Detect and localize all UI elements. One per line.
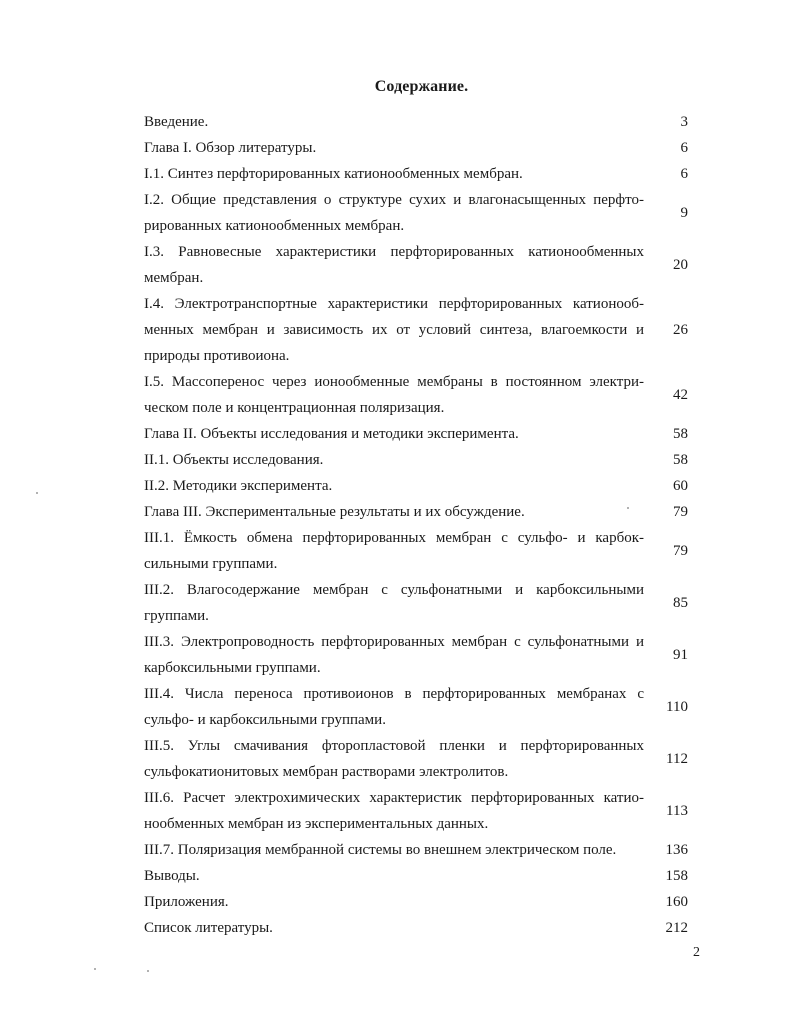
toc-entry-page: 136 [665,842,688,858]
toc-entry-title: Приложения. [144,894,229,910]
toc-entry-page: 6 [680,140,688,156]
toc-entry-title: II.2. Методики эксперимента. [144,478,333,494]
toc-entry [144,421,688,447]
toc-entry-page: 110 [666,699,688,715]
toc-entry-title: Введение. [144,114,209,130]
toc-entry-page: 158 [665,868,688,884]
toc-entry-title: I.2. Общие представления о структуре сухих и влагонасыщенных перфто-рированных катионообменных мембран. [144,192,644,234]
toc-entry [144,447,688,473]
toc-entry-page: 3 [680,114,688,130]
toc-entry [144,135,688,161]
page-number: 2 [693,945,700,960]
toc-entry-title: I.1. Синтез перфторированных катионообменных мембран. [144,166,523,182]
toc-entry-title: III.4. Числа переноса противоионов в перфторированных мембранах с сульфо- и карбоксильными группами. [144,686,644,728]
table-of-contents [144,109,688,941]
toc-entry [144,525,688,577]
toc-entry-title: III.6. Расчет электрохимических характеристик перфторированных катио-нообменных мембран из экспериментальных данных. [144,790,644,832]
toc-entry-title: III.5. Углы смачивания фторопластовой пленки и перфторированных сульфокатионитовых мембран растворами электролитов. [144,738,644,780]
toc-entry-page: 20 [673,257,688,273]
toc-entry-title: III.3. Электропроводность перфторированных мембран с сульфонатными и карбоксильными группами. [144,634,644,676]
toc-entry [144,915,688,941]
toc-entry-title: Глава II. Объекты исследования и методики эксперимента. [144,426,519,442]
toc-entry-page: 160 [665,894,688,910]
toc-entry [144,577,688,629]
toc-entry-title: Список литературы. [144,920,273,936]
toc-entry [144,473,688,499]
toc-entry-title: II.1. Объекты исследования. [144,452,324,468]
toc-entry-page: 26 [673,322,688,338]
toc-entry-title: Глава III. Экспериментальные результаты и их обсуждение. [144,504,525,520]
toc-entry-page: 6 [680,166,688,182]
toc-entry [144,161,688,187]
toc-entry-page: 58 [673,426,688,442]
toc-entry [144,369,688,421]
toc-entry-page: 79 [673,543,688,559]
toc-entry-page: 112 [666,751,688,767]
toc-entry [144,239,688,291]
toc-entry [144,889,688,915]
toc-entry-title: III.1. Ёмкость обмена перфторированных мембран с сульфо- и карбок-сильными группами. [144,530,644,572]
scan-speck [147,970,149,972]
toc-entry [144,681,688,733]
toc-entry [144,785,688,837]
toc-entry-title: I.4. Электротранспортные характеристики перфторированных катионооб-менных мембран и зависимость их от условий синтеза, влагоемкости и природы противоиона. [144,296,644,364]
toc-entry [144,863,688,889]
toc-entry-title: I.3. Равновесные характеристики перфторированных катионообменных мембран. [144,244,644,286]
toc-entry [144,109,688,135]
toc-entry [144,837,688,863]
toc-entry-title: Выводы. [144,868,200,884]
scan-speck [36,492,38,494]
toc-entry-title: III.2. Влагосодержание мембран с сульфонатными и карбоксильными группами. [144,582,644,624]
toc-entry-page: 79 [673,504,688,520]
toc-entry [144,187,688,239]
toc-entry-page: 60 [673,478,688,494]
toc-entry [144,733,688,785]
toc-entry-page: 42 [673,387,688,403]
toc-entry-page: 85 [673,595,688,611]
toc-entry-title: Глава I. Обзор литературы. [144,140,317,156]
toc-entry [144,291,688,369]
scan-speck [627,507,629,509]
toc-entry-title: I.5. Массоперенос через ионообменные мембраны в постоянном электри-ческом поле и концентрационная поляризация. [144,374,644,416]
toc-entry [144,499,688,525]
toc-entry-title: III.7. Поляризация мембранной системы во внешнем электрическом поле. [144,842,617,858]
toc-entry-page: 58 [673,452,688,468]
toc-entry-page: 212 [665,920,688,936]
scan-speck [94,968,96,970]
toc-entry-page: 9 [680,205,688,221]
toc-entry-page: 91 [673,647,688,663]
toc-entry-page: 113 [666,803,688,819]
toc-entry [144,629,688,681]
page-title: Содержание. [374,78,469,95]
